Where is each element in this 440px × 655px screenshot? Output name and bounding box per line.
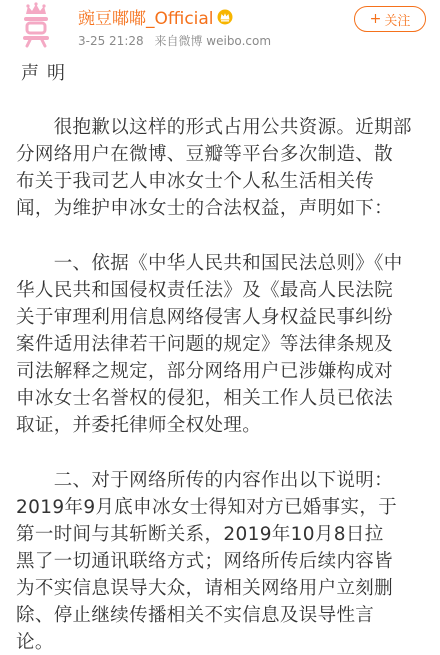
vip-crown-icon (217, 9, 233, 25)
body-line: 关于审理利用信息网络侵害人身权益民事纠纷 (16, 306, 394, 328)
body-line: 很抱歉以这样的形式占用公共资源。近期部 (16, 117, 412, 138)
post-source[interactable]: 来自微博 weibo.com (154, 34, 272, 48)
follow-label: 关注 (384, 13, 411, 29)
bean-logo-icon[interactable] (14, 2, 58, 48)
body-line: 除、停止继续传播相关不实信息及误导性言 (16, 604, 375, 626)
username-link[interactable]: 豌豆嘟嘟_Official (78, 9, 214, 29)
body-line: 二、对于网络所传的内容作出以下说明： (16, 469, 394, 491)
body-line: 第一时间与其斩断关系，2019年10月8日拉 (16, 523, 384, 545)
body-line: 华人民共和国侵权责任法》及《最高人民法院 (16, 279, 394, 301)
body-line: 案件适用法律若干问题的规定》等法律条规及 (16, 333, 394, 355)
body-line: 黑了一切通讯联络方式；网络所传后续内容皆 (16, 550, 394, 572)
body-line: 论。 (16, 632, 54, 653)
body-line: 闻，为维护申冰女士的合法权益，声明如下： (16, 198, 394, 220)
follow-button[interactable] (354, 6, 426, 32)
body-line: 分网络用户在微博、豆瓣等平台多次制造、散 (16, 144, 394, 166)
body-line: 2019年9月底申冰女士得知对方已婚事实，于 (16, 496, 398, 518)
post-header (0, 0, 440, 54)
body-line: 取证，并委托律师全权处理。 (16, 415, 262, 437)
body-line: 司法解释之规定，部分网络用户已涉嫌构成对 (16, 360, 394, 382)
body-line: 布关于我司艺人申冰女士个人私生活相关传 (16, 171, 375, 193)
post-meta (78, 32, 278, 49)
post-timestamp[interactable]: 3-25 21:28 (78, 34, 144, 48)
username-row (78, 4, 233, 29)
plus-icon: + (369, 11, 382, 27)
body-line: 一、依据《中华人民共和国民法总则》《中 (16, 252, 403, 274)
body-line: 为不实信息误导大众，请相关网络用户立刻删 (16, 577, 394, 599)
body-line: 申冰女士名誉权的侵犯，相关工作人员已依法 (16, 388, 394, 410)
statement-title: 声明 (21, 63, 73, 84)
